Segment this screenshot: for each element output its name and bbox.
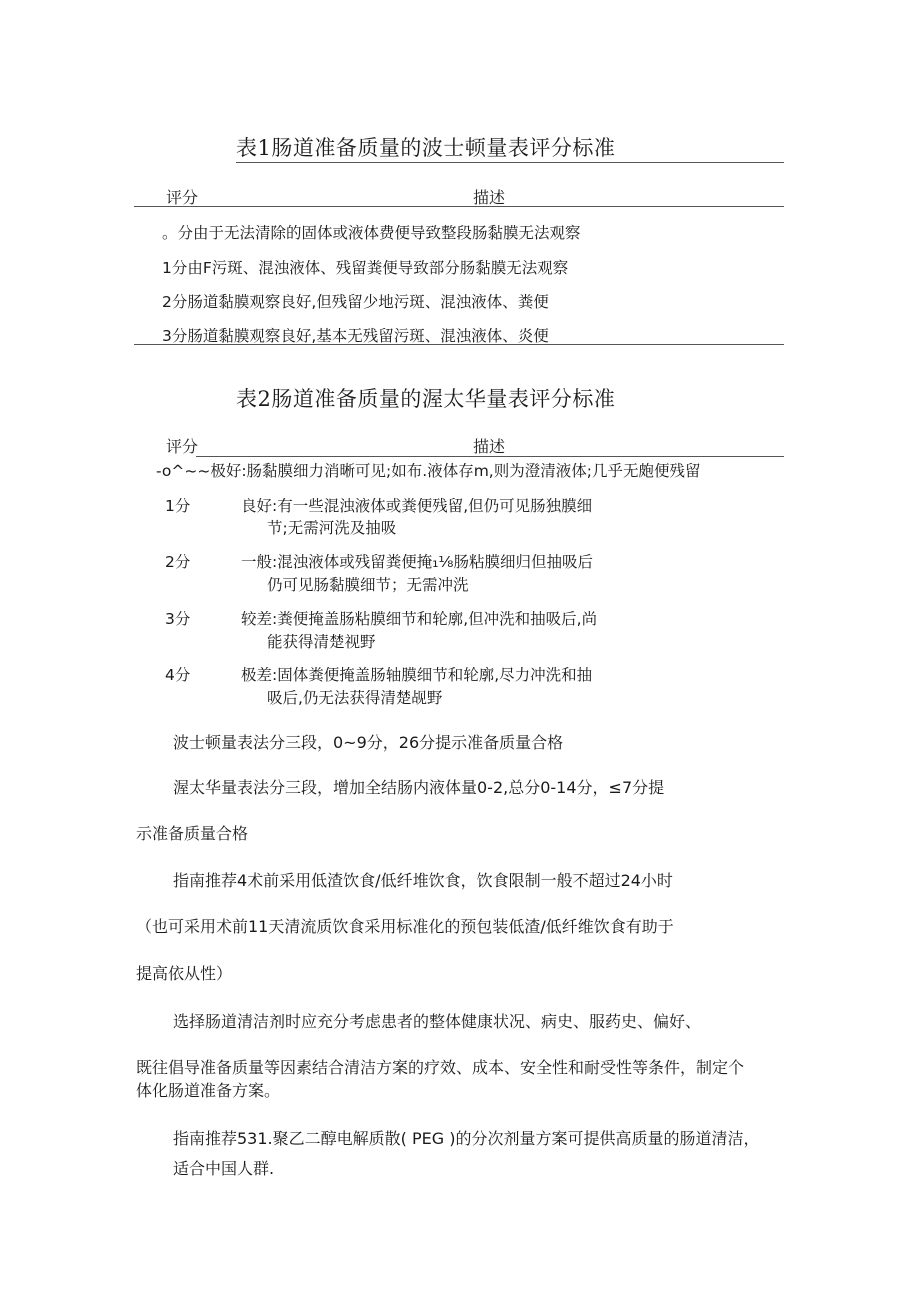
paragraph-cleanser-line1: 选择肠道清洁剂时应充分考虑患者的整体健康状况、病史、服药史、偏好、 [173, 1012, 702, 1031]
table2-row-4-score: 4分 [165, 666, 191, 684]
table2-header-desc: 描述 [473, 437, 506, 456]
table2-row-3-line2: 能获得清楚视野 [267, 633, 376, 651]
table2-row-2-line1: 一般:混浊液体或残留粪便掩₁⅛肠粘膜细归但抽吸后 [241, 553, 593, 571]
paragraph-ottawa-line1: 渥太华量表法分三段，增加全结肠内液体量0-2,总分0-14分，≤7分提 [173, 778, 665, 797]
table1-header-score: 评分 [166, 188, 199, 207]
table2-row-4-line2: 吸后,仍无法获得清楚觇野 [267, 689, 443, 707]
paragraph-cleanser-line3: 体化肠道准备方案。 [136, 1081, 281, 1100]
table2-row-1-score: 1分 [165, 497, 191, 515]
table2-row-1-line1: 良好:有一些混浊液体或粪便残留,但仍可见肠独膜细 [241, 497, 593, 515]
paragraph-diet-line3: 提高依从性） [136, 964, 233, 983]
paragraph-peg-line2: 适合中国人群. [173, 1159, 275, 1178]
paragraph-boston: 波士顿量表法分三段，0~9分，26分提示准备质量合格 [173, 733, 564, 752]
table2-header-score: 评分 [166, 437, 199, 456]
table2-row-4-line1: 极差:固体粪便掩盖肠轴膜细节和轮廓,尽力冲洗和抽 [241, 666, 593, 684]
table2-row-3-score: 3分 [165, 610, 191, 628]
table2-title: 表2肠道准备质量的渥太华量表评分标准 [236, 387, 616, 411]
table2-row-0: -o^~~极好:肠黏膜细力消晰可见;如布.液体存m,则为澄清液体;几乎无皰便残留 [156, 462, 701, 480]
table1-title: 表1肠道准备质量的波士顿量表评分标准 [236, 136, 616, 160]
paragraph-ottawa-line2: 示准备质量合格 [136, 824, 249, 843]
table2-row-3-line1: 较差:粪便掩盖肠粘膜细节和轮廓,但冲洗和抽吸后,尚 [241, 610, 598, 628]
table1-title-rule [236, 162, 784, 163]
table2-row-2-score: 2分 [165, 553, 191, 571]
table2-row-1-line2: 节;无需河洗及抽吸 [267, 519, 397, 537]
table1-bottom-rule [134, 344, 784, 345]
table1-header-rule [134, 206, 784, 207]
table1-header-desc: 描述 [473, 188, 506, 207]
table1-row-0: 。分由于无法清除的固体或液体费便导致整段肠黏膜无法观察 [162, 224, 581, 242]
table2-header-rule [196, 456, 784, 457]
paragraph-diet-line2: （也可采用术前11天清流质饮食采用标准化的预包装低渣/低纤维饮食有助于 [136, 917, 674, 936]
table1-row-2: 2分肠道黏膜观察良好,但残留少地污斑、混浊液体、粪便 [162, 293, 549, 311]
table1-row-1: 1分由F污斑、混浊液体、残留粪便导致部分肠黏膜无法观察 [162, 259, 569, 277]
paragraph-diet-line1: 指南推荐4术前采用低渣饮食/低纤堆饮食，饮食限制一般不超过24小时 [173, 871, 673, 890]
paragraph-cleanser-line2: 既往倡导准备质量等因素结合清洁方案的疗效、成本、安全性和耐受性等条件，制定个 [136, 1058, 745, 1077]
paragraph-peg-line1: 指南推荐531.聚乙二醇电解质散( PEG )的分次剂量方案可提供高质量的肠道清洁， [173, 1129, 760, 1148]
table2-row-2-line2: 仍可见肠黏膜细节；无需冲洗 [267, 576, 469, 594]
table1-row-3: 3分肠道黏膜观察良好,基本无残留污斑、混浊液体、炎便 [162, 327, 549, 345]
